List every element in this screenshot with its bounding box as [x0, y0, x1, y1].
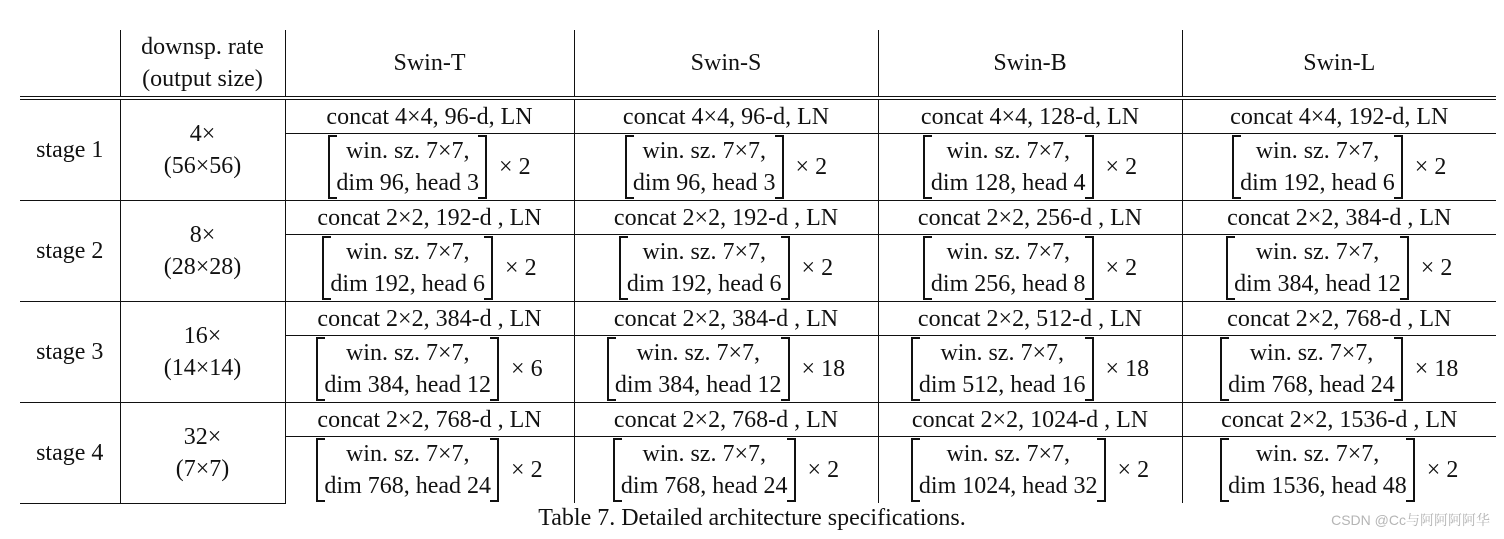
block-bracket	[1232, 135, 1403, 199]
block-cell	[574, 235, 878, 302]
window-size-text: win. sz. 7×7,	[1255, 138, 1380, 164]
block-bracket	[322, 236, 493, 300]
output-size: (28×28)	[163, 254, 242, 280]
stage-name: stage 3	[20, 302, 120, 403]
stage-4-group	[20, 403, 1496, 504]
stage-2-group	[20, 201, 1496, 302]
block-cell	[878, 235, 1182, 302]
stage-1-group	[20, 98, 1496, 201]
block-bracket	[911, 438, 1106, 502]
block-cell	[1182, 235, 1496, 302]
header-rate-line2: (output size)	[142, 66, 263, 92]
block-bracket	[911, 337, 1094, 401]
header-swin-l: Swin-L	[1182, 30, 1496, 98]
dim-head-text: dim 96, head 3	[632, 170, 776, 196]
block-cell	[574, 437, 878, 504]
concat-cell: concat 2×2, 512-d , LN	[878, 302, 1182, 336]
block-multiplier: × 6	[511, 356, 543, 382]
header-swin-b: Swin-B	[878, 30, 1182, 98]
concat-cell: concat 4×4, 96-d, LN	[285, 98, 574, 134]
concat-cell: concat 2×2, 384-d , LN	[1182, 201, 1496, 235]
window-size-text: win. sz. 7×7,	[946, 441, 1070, 467]
window-size-text: win. sz. 7×7,	[940, 340, 1064, 366]
block-cell	[1182, 437, 1496, 504]
window-size-text: win. sz. 7×7,	[1249, 340, 1374, 366]
block-cell	[285, 437, 574, 504]
concat-cell: concat 2×2, 384-d , LN	[285, 302, 574, 336]
block-bracket	[619, 236, 790, 300]
concat-cell: concat 2×2, 384-d , LN	[574, 302, 878, 336]
block-multiplier: × 2	[505, 255, 537, 281]
dim-head-text: dim 96, head 3	[336, 170, 480, 196]
stage-rate-cell	[120, 98, 285, 201]
block-bracket	[1226, 236, 1409, 300]
header-swin-t: Swin-T	[285, 30, 574, 98]
downsampling-rate: 4×	[189, 121, 216, 147]
header-empty-cell	[20, 30, 120, 98]
architecture-table	[20, 30, 1496, 504]
dim-head-text: dim 1024, head 32	[918, 473, 1098, 499]
dim-head-text: dim 1536, head 48	[1228, 473, 1407, 499]
block-multiplier: × 2	[1414, 154, 1447, 180]
block-bracket	[316, 438, 499, 502]
block-multiplier: × 18	[1105, 356, 1150, 382]
window-size-text: win. sz. 7×7,	[345, 441, 470, 467]
concat-cell: concat 2×2, 768-d , LN	[285, 403, 574, 437]
block-bracket	[923, 236, 1094, 300]
block-bracket	[328, 135, 487, 199]
output-size: (14×14)	[163, 355, 242, 381]
dim-head-text: dim 384, head 12	[614, 372, 782, 398]
downsampling-rate: 8×	[189, 222, 216, 248]
block-cell	[285, 336, 574, 403]
block-cell	[1182, 336, 1496, 403]
dim-head-text: dim 384, head 12	[1234, 271, 1401, 297]
block-cell	[878, 437, 1182, 504]
window-size-text: win. sz. 7×7,	[642, 138, 766, 164]
output-size: (56×56)	[163, 153, 242, 179]
stage-3-concat-row	[20, 302, 1496, 336]
stage-rate-cell	[120, 302, 285, 403]
block-multiplier: × 2	[1426, 457, 1459, 483]
block-multiplier: × 2	[499, 154, 531, 180]
block-cell	[878, 336, 1182, 403]
header-rate-line1: downsp. rate	[141, 34, 264, 60]
window-size-text: win. sz. 7×7,	[345, 239, 470, 265]
downsampling-rate: 16×	[183, 323, 222, 349]
concat-cell: concat 4×4, 96-d, LN	[574, 98, 878, 134]
block-multiplier: × 2	[795, 154, 828, 180]
block-multiplier: × 2	[511, 457, 543, 483]
block-bracket	[1220, 438, 1415, 502]
watermark: CSDN @Cc与阿阿阿阿华	[1331, 512, 1490, 528]
dim-head-text: dim 384, head 12	[324, 372, 492, 398]
block-bracket	[1220, 337, 1403, 401]
concat-cell: concat 4×4, 128-d, LN	[878, 98, 1182, 134]
stage-rate-cell	[120, 403, 285, 504]
block-multiplier: × 2	[1420, 255, 1453, 281]
stage-name: stage 2	[20, 201, 120, 302]
window-size-text: win. sz. 7×7,	[1255, 441, 1380, 467]
block-multiplier: × 18	[1414, 356, 1459, 382]
dim-head-text: dim 192, head 6	[1240, 170, 1395, 196]
concat-cell: concat 2×2, 768-d , LN	[1182, 302, 1496, 336]
window-size-text: win. sz. 7×7,	[642, 441, 766, 467]
dim-head-text: dim 512, head 16	[918, 372, 1086, 398]
concat-cell: concat 2×2, 192-d , LN	[285, 201, 574, 235]
window-size-text: win. sz. 7×7,	[345, 340, 470, 366]
block-bracket	[625, 135, 784, 199]
stage-4-concat-row	[20, 403, 1496, 437]
block-bracket	[923, 135, 1094, 199]
block-bracket	[607, 337, 790, 401]
dim-head-text: dim 768, head 24	[1228, 372, 1395, 398]
block-multiplier: × 2	[1117, 457, 1150, 483]
downsampling-rate: 32×	[183, 423, 222, 450]
block-cell	[285, 134, 574, 201]
header-swin-s: Swin-S	[574, 30, 878, 98]
block-multiplier: × 18	[801, 356, 846, 382]
block-cell	[574, 134, 878, 201]
dim-head-text: dim 192, head 6	[626, 271, 782, 297]
block-cell	[285, 235, 574, 302]
concat-cell: concat 4×4, 192-d, LN	[1182, 98, 1496, 134]
block-cell	[574, 336, 878, 403]
stage-name: stage 1	[20, 98, 120, 201]
output-size: (7×7)	[175, 455, 230, 482]
window-size-text: win. sz. 7×7,	[345, 138, 470, 164]
window-size-text: win. sz. 7×7,	[1255, 239, 1380, 265]
block-bracket	[316, 337, 499, 401]
block-bracket	[613, 438, 796, 502]
concat-cell: concat 2×2, 1536-d , LN	[1182, 403, 1496, 437]
concat-cell: concat 2×2, 1024-d , LN	[878, 403, 1182, 437]
concat-cell: concat 2×2, 256-d , LN	[878, 201, 1182, 235]
header-row	[20, 30, 1496, 98]
stage-3-group	[20, 302, 1496, 403]
stage-rate-cell	[120, 201, 285, 302]
block-cell	[1182, 134, 1496, 201]
table-caption: Table 7. Detailed architecture specifications.	[538, 505, 966, 531]
window-size-text: win. sz. 7×7,	[642, 239, 766, 265]
stage-name: stage 4	[20, 403, 120, 504]
dim-head-text: dim 768, head 24	[324, 473, 492, 499]
block-multiplier: × 2	[1105, 154, 1138, 180]
header-downsampling-rate	[120, 30, 285, 98]
block-cell	[878, 134, 1182, 201]
dim-head-text: dim 256, head 8	[930, 271, 1086, 297]
window-size-text: win. sz. 7×7,	[636, 340, 760, 366]
dim-head-text: dim 192, head 6	[330, 271, 486, 297]
dim-head-text: dim 128, head 4	[930, 170, 1086, 196]
dim-head-text: dim 768, head 24	[620, 473, 788, 499]
block-multiplier: × 2	[807, 457, 840, 483]
block-multiplier: × 2	[1105, 255, 1138, 281]
window-size-text: win. sz. 7×7,	[946, 138, 1070, 164]
concat-cell: concat 2×2, 768-d , LN	[574, 403, 878, 437]
stage-1-concat-row	[20, 98, 1496, 134]
concat-cell: concat 2×2, 192-d , LN	[574, 201, 878, 235]
block-multiplier: × 2	[801, 255, 834, 281]
stage-2-concat-row	[20, 201, 1496, 235]
window-size-text: win. sz. 7×7,	[946, 239, 1070, 265]
